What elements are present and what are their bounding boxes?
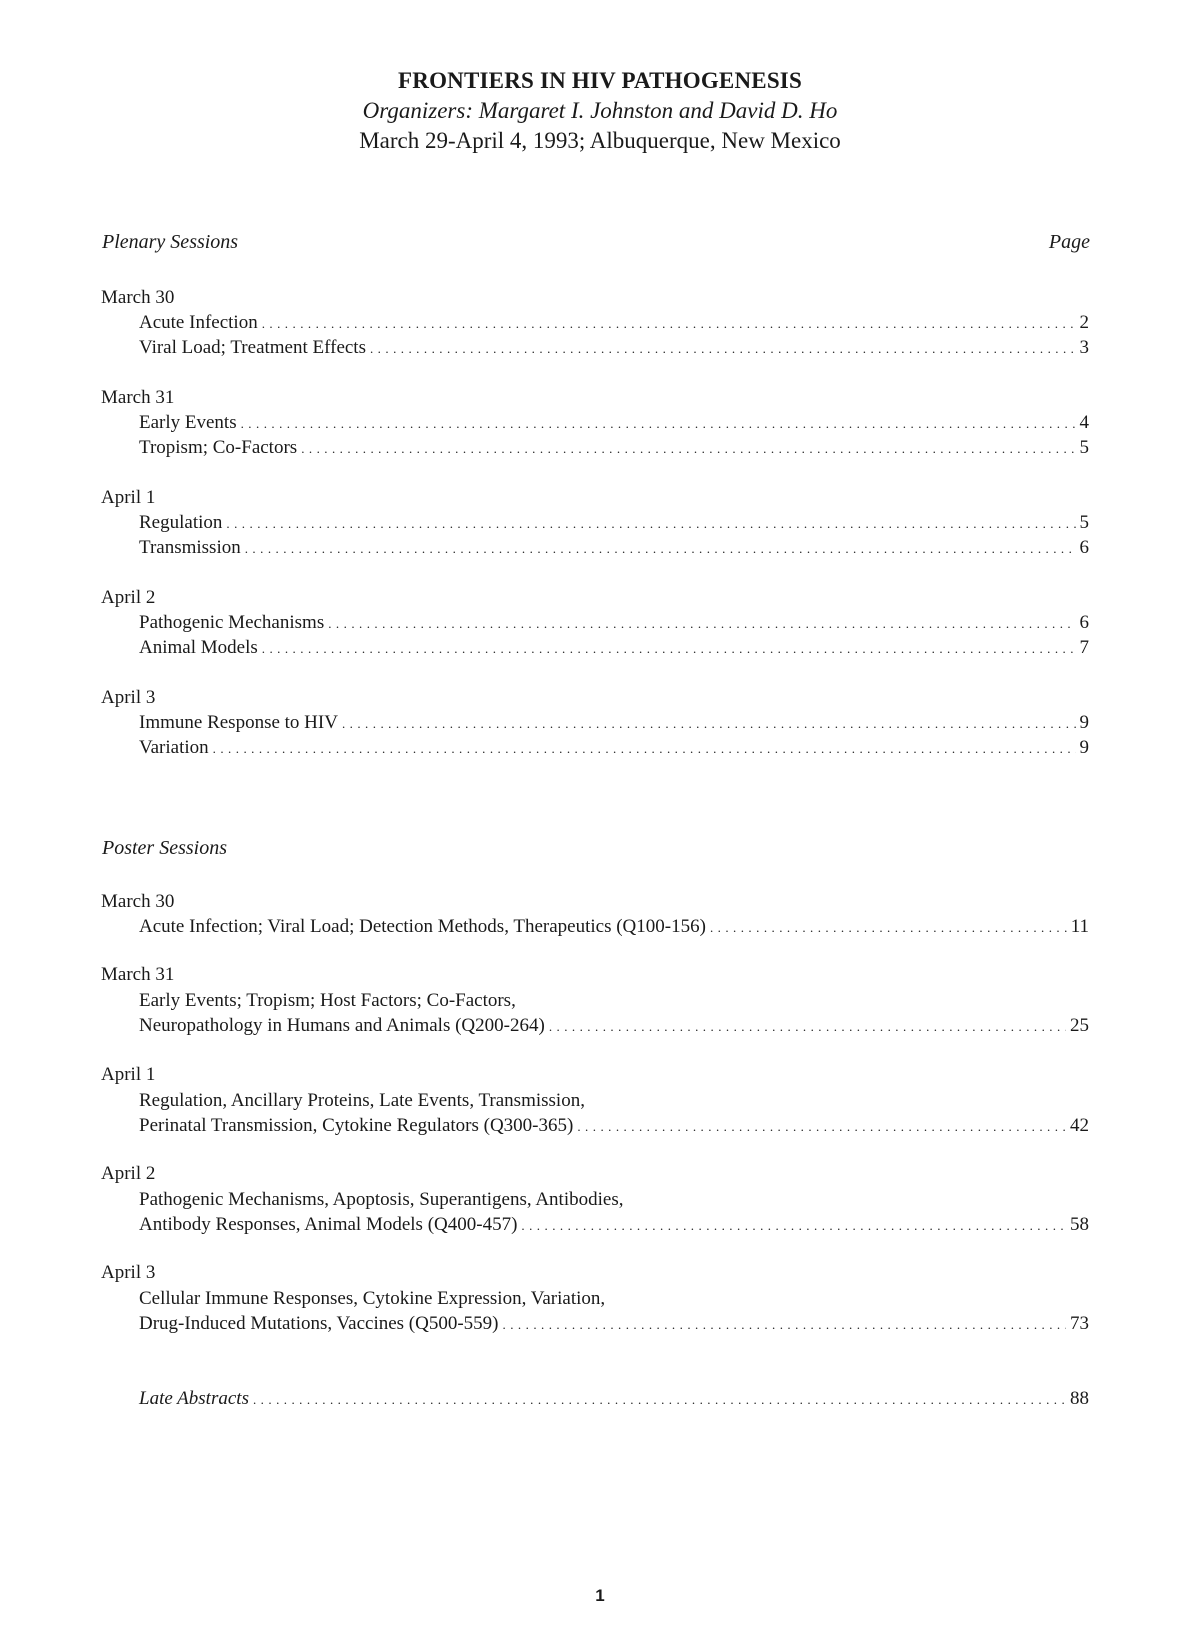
toc-entry-label: Viral Load; Treatment Effects [139, 337, 366, 358]
toc-entry[interactable] [139, 435, 1089, 460]
toc-entry-page: 58 [1070, 1214, 1089, 1235]
leader-dots [370, 336, 1076, 361]
toc-entry-late-abstracts[interactable] [139, 1386, 1089, 1411]
leader-dots [549, 1014, 1066, 1039]
toc-entry-label-line1: Cellular Immune Responses, Cytokine Expression, Variation, [139, 1288, 606, 1309]
plenary-date: April 1 [101, 487, 156, 508]
plenary-date: March 31 [101, 387, 175, 408]
toc-entry-page: 6 [1079, 537, 1089, 558]
leader-dots [213, 736, 1076, 761]
toc-entry-page: 9 [1079, 737, 1089, 758]
toc-entry-label-line1: Pathogenic Mechanisms, Apoptosis, Superantigens, Antibodies, [139, 1189, 624, 1210]
toc-entry[interactable] [139, 410, 1089, 435]
toc-entry-page: 88 [1070, 1388, 1089, 1409]
toc-entry-label-line1: Early Events; Tropism; Host Factors; Co-Factors, [139, 990, 516, 1011]
toc-entry-label: Transmission [139, 537, 241, 558]
meeting-dates-location: March 29-April 4, 1993; Albuquerque, New Mexico [359, 128, 841, 153]
toc-entry-label: Immune Response to HIV [139, 712, 338, 733]
toc-entry-page: 9 [1079, 712, 1089, 733]
toc-entry-label: Late Abstracts [139, 1388, 249, 1409]
leader-dots [521, 1213, 1066, 1238]
toc-entry-label: Perinatal Transmission, Cytokine Regulators (Q300-365) [139, 1115, 574, 1136]
toc-entry[interactable] [139, 610, 1089, 635]
page-number: 1 [595, 1586, 605, 1605]
poster-date: March 30 [101, 891, 175, 912]
toc-entry[interactable] [139, 335, 1089, 360]
page-column-label: Page [1048, 231, 1090, 253]
toc-entry[interactable] [139, 535, 1089, 560]
poster-date: April 1 [101, 1064, 156, 1085]
toc-entry[interactable] [139, 1311, 1089, 1336]
toc-entry[interactable] [139, 1113, 1089, 1138]
document-title: FRONTIERS IN HIV PATHOGENESIS [398, 68, 802, 93]
toc-entry-label: Antibody Responses, Animal Models (Q400-457) [139, 1214, 518, 1235]
poster-date: April 3 [101, 1262, 156, 1283]
leader-dots [577, 1114, 1066, 1139]
toc-entry[interactable] [139, 710, 1089, 735]
toc-entry-page: 6 [1079, 612, 1089, 633]
toc-entry-page: 11 [1070, 916, 1089, 937]
toc-entry-label: Early Events [139, 412, 237, 433]
toc-entry-page: 3 [1079, 337, 1089, 358]
plenary-date: April 3 [101, 687, 156, 708]
plenary-date: March 30 [101, 287, 175, 308]
toc-entry[interactable] [139, 914, 1089, 939]
toc-entry-page: 73 [1070, 1313, 1089, 1334]
leader-dots [262, 311, 1076, 336]
toc-entry[interactable] [139, 735, 1089, 760]
toc-entry-label: Acute Infection; Viral Load; Detection Methods, Therapeutics (Q100-156) [139, 916, 706, 937]
toc-entry[interactable] [139, 635, 1089, 660]
toc-entry-page: 7 [1079, 637, 1089, 658]
organizers-line: Organizers: Margaret I. Johnston and David D. Ho [362, 98, 838, 123]
toc-entry-label: Tropism; Co-Factors [139, 437, 298, 458]
plenary-sessions-heading [102, 231, 1090, 254]
leader-dots [241, 411, 1076, 436]
poster-sessions-heading [102, 837, 1090, 860]
toc-entry-page: 42 [1070, 1115, 1089, 1136]
toc-entry-label-line1: Regulation, Ancillary Proteins, Late Events, Transmission, [139, 1090, 585, 1111]
poster-date: April 2 [101, 1163, 156, 1184]
toc-entry-page: 25 [1070, 1015, 1089, 1036]
leader-dots [503, 1312, 1066, 1337]
leader-dots [262, 636, 1076, 661]
toc-entry-label: Variation [139, 737, 209, 758]
plenary-heading-text: Plenary Sessions [102, 231, 239, 253]
toc-entry-label: Pathogenic Mechanisms [139, 612, 325, 633]
toc-entry[interactable] [139, 310, 1089, 335]
toc-entry-page: 5 [1079, 437, 1089, 458]
leader-dots [245, 536, 1076, 561]
toc-entry-label: Regulation [139, 512, 223, 533]
toc-entry-page: 2 [1079, 312, 1089, 333]
toc-entry-label: Animal Models [139, 637, 258, 658]
leader-dots [328, 611, 1075, 636]
toc-entry-label: Acute Infection [139, 312, 258, 333]
poster-date: March 31 [101, 964, 175, 985]
plenary-date: April 2 [101, 587, 156, 608]
poster-heading-text: Poster Sessions [102, 837, 227, 859]
toc-entry-label: Drug-Induced Mutations, Vaccines (Q500-559) [139, 1313, 499, 1334]
leader-dots [253, 1387, 1066, 1412]
leader-dots [226, 511, 1075, 536]
toc-entry[interactable] [139, 510, 1089, 535]
toc-entry[interactable] [139, 1013, 1089, 1038]
toc-entry-label: Neuropathology in Humans and Animals (Q200-264) [139, 1015, 545, 1036]
leader-dots [342, 711, 1076, 736]
toc-entry-page: 4 [1079, 412, 1089, 433]
leader-dots [710, 915, 1067, 940]
leader-dots [301, 436, 1075, 461]
document-header [0, 66, 1200, 156]
toc-entry-page: 5 [1079, 512, 1089, 533]
toc-entry[interactable] [139, 1212, 1089, 1237]
